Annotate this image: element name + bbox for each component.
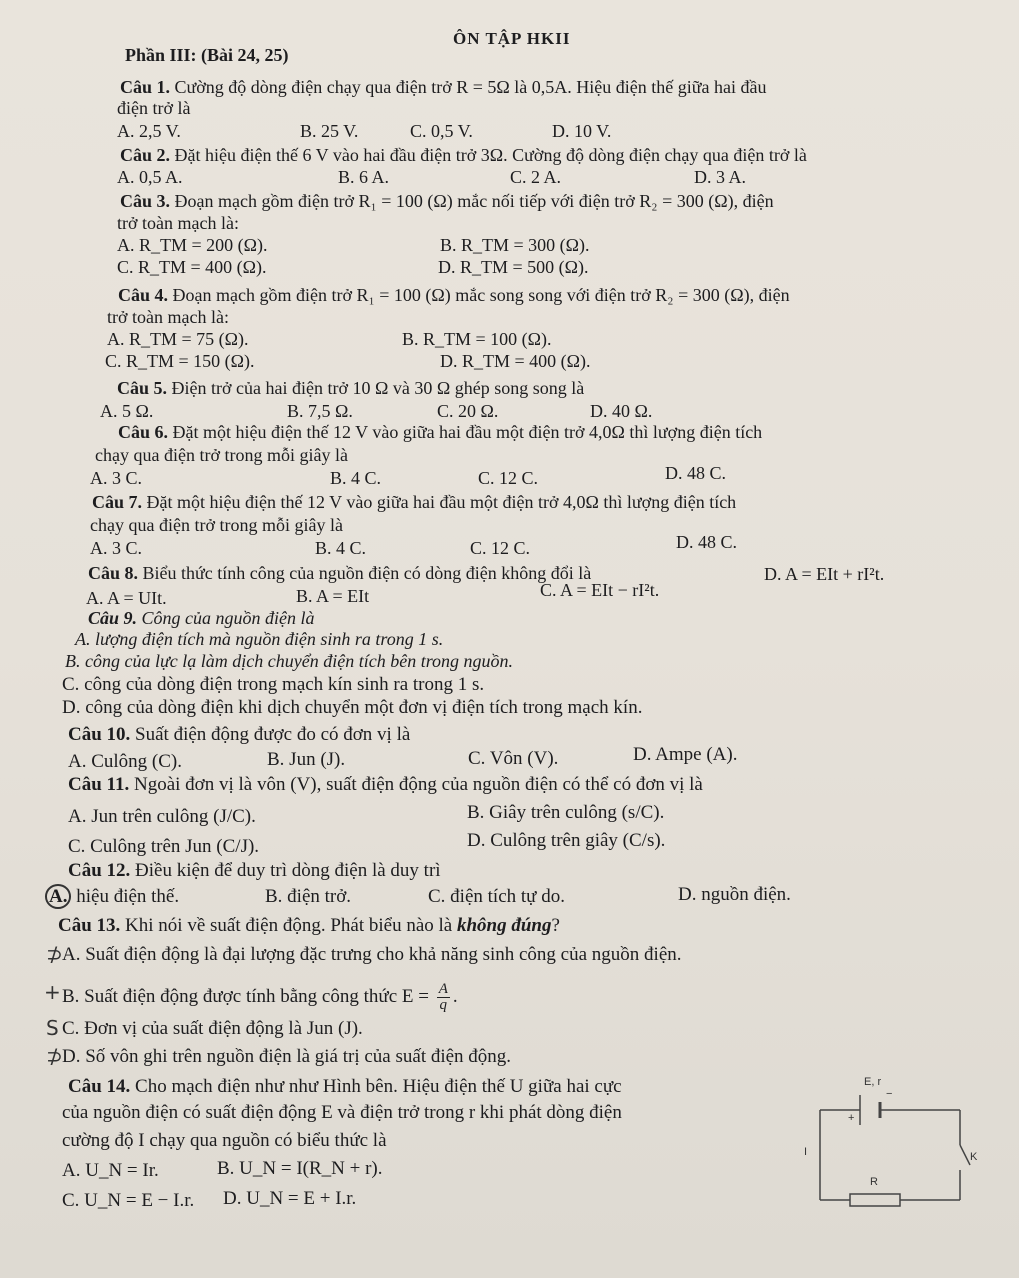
question-8 bbox=[88, 562, 591, 584]
question-label: Câu 9. bbox=[88, 608, 138, 628]
question-text: Đặt một hiệu điện thế 12 V vào giữa hai đầu một điện trở 4,0Ω thì lượng điện tích bbox=[172, 422, 763, 442]
option-a: A. 0,5 A. bbox=[117, 167, 183, 187]
option-d: D. 10 V. bbox=[552, 121, 612, 141]
label-minus: − bbox=[886, 1088, 893, 1100]
label-i: I bbox=[804, 1146, 808, 1158]
question-label: Câu 10. bbox=[68, 724, 131, 745]
label-k: K bbox=[970, 1151, 978, 1163]
question-text: Ngoài đơn vị là vôn (V), suất điện động của nguồn điện có thể có đơn vị là bbox=[134, 774, 703, 795]
question-10 bbox=[68, 724, 410, 746]
emphasis-text: không đúng bbox=[456, 915, 552, 936]
question-label: Câu 3. bbox=[120, 191, 171, 211]
selected-answer-circle: A. bbox=[45, 884, 71, 909]
option-c: C. điện tích tự do. bbox=[428, 886, 565, 907]
question-label: Câu 1. bbox=[120, 77, 171, 97]
question-1-cont: điện trở là bbox=[117, 98, 191, 118]
option-d: D. U_N = E + I.r. bbox=[223, 1188, 357, 1209]
option-d: D. nguồn điện. bbox=[678, 884, 791, 905]
option-a: A. lượng điện tích mà nguồn điện sinh ra trong 1 s. bbox=[75, 629, 444, 649]
handwritten-mark: S bbox=[46, 1016, 59, 1040]
option-a: A. Culông (C). bbox=[68, 751, 182, 772]
question-text: Đặt hiệu điện thế 6 V vào hai đầu điện trở 3Ω. Cường độ dòng điện chạy qua điện trở là bbox=[174, 145, 807, 165]
label-plus: + bbox=[848, 1112, 855, 1124]
option-a: A. U_N = Ir. bbox=[62, 1160, 159, 1181]
option-a: A. Jun trên culông (J/C). bbox=[68, 806, 256, 827]
option-b: B. 25 V. bbox=[300, 121, 359, 141]
option-c: C. 2 A. bbox=[510, 167, 562, 187]
question-text: Điện trở của hai điện trở 10 Ω và 30 Ω ghép song song là bbox=[171, 378, 585, 398]
question-9 bbox=[88, 607, 315, 629]
question-text: Đoạn mạch gồm điện trở R₁ = 100 (Ω) mắc song song với điện trở R₂ = 300 (Ω), điện bbox=[172, 285, 790, 305]
option-c: C. 20 Ω. bbox=[437, 401, 499, 421]
option-d: D. 40 Ω. bbox=[590, 401, 653, 421]
handwritten-mark: ⊅ bbox=[46, 942, 63, 966]
option-d: D. 48 C. bbox=[676, 532, 738, 552]
option-a: A. 5 Ω. bbox=[100, 401, 154, 421]
question-13: Câu 13. Khi nói về suất điện động. Phát biểu nào là không đúng? bbox=[58, 915, 560, 936]
handwritten-mark: ⊅ bbox=[46, 1044, 63, 1068]
option-b: B. 4 C. bbox=[315, 538, 367, 558]
option-c: C. 12 C. bbox=[470, 538, 531, 558]
page-title: ÔN TẬP HKII bbox=[453, 29, 571, 48]
option-d: D. A = EIt + rI²t. bbox=[764, 564, 885, 584]
option-c: C. A = EIt − rI²t. bbox=[540, 580, 660, 600]
question-label: Câu 2. bbox=[120, 145, 171, 165]
option-b: B. U_N = I(R_N + r). bbox=[217, 1158, 383, 1179]
switch-k bbox=[960, 1145, 970, 1165]
option-a: A. R_TM = 75 (Ω). bbox=[107, 329, 249, 349]
section-heading: Phần III: (Bài 24, 25) bbox=[125, 45, 289, 65]
question-label: Câu 12. bbox=[68, 860, 131, 881]
question-text: Cho mạch điện như như Hình bên. Hiệu điện thế U giữa hai cực bbox=[135, 1076, 622, 1097]
option-a: A. hiệu điện thế. bbox=[45, 886, 179, 908]
option-b: B. Giây trên culông (s/C). bbox=[467, 802, 665, 823]
option-b: B. 7,5 Ω. bbox=[287, 401, 353, 421]
question-label: Câu 13. bbox=[58, 915, 121, 936]
question-11 bbox=[68, 774, 703, 796]
question-2 bbox=[120, 144, 807, 166]
option-b: B. 6 A. bbox=[338, 167, 390, 187]
label-r: R bbox=[870, 1176, 878, 1188]
option-a: A. Suất điện động là đại lượng đặc trưng cho khả năng sinh công của nguồn điện. bbox=[62, 944, 682, 965]
question-label: Câu 8. bbox=[88, 563, 139, 583]
circuit-diagram bbox=[790, 1065, 990, 1215]
question-label: Câu 4. bbox=[118, 285, 169, 305]
option-c: C. 12 C. bbox=[478, 468, 539, 488]
option-b: B. điện trở. bbox=[265, 886, 352, 907]
option-c: C. công của dòng điện trong mạch kín sinh ra trong 1 s. bbox=[62, 674, 485, 695]
question-3-cont: trở toàn mạch là: bbox=[117, 213, 239, 233]
question-text: Công của nguồn điện là bbox=[141, 608, 315, 628]
question-text: Cường độ dòng điện chạy qua điện trở R = 5Ω là 0,5A. Hiệu điện thế giữa hai đầu bbox=[174, 77, 767, 97]
question-label: Câu 14. bbox=[68, 1076, 131, 1097]
option-c: C. U_N = E − I.r. bbox=[62, 1190, 195, 1211]
option-d: D. Culông trên giây (C/s). bbox=[467, 830, 666, 851]
question-label: Câu 5. bbox=[117, 378, 168, 398]
question-12 bbox=[68, 860, 441, 882]
option-d: D. 48 C. bbox=[665, 463, 727, 483]
option-b: B. R_TM = 100 (Ω). bbox=[402, 329, 552, 349]
option-b: B. Jun (J). bbox=[267, 749, 346, 770]
option-c: C. 0,5 V. bbox=[410, 121, 473, 141]
question-7 bbox=[92, 491, 736, 513]
question-3 bbox=[120, 190, 774, 212]
question-1 bbox=[120, 76, 766, 98]
handwritten-mark: + bbox=[44, 980, 61, 1004]
question-4 bbox=[118, 284, 790, 306]
question-text: Đoạn mạch gồm điện trở R₁ = 100 (Ω) mắc nối tiếp với điện trở R₂ = 300 (Ω), điện bbox=[174, 191, 774, 211]
option-c: C. Vôn (V). bbox=[468, 748, 559, 769]
question-label: Câu 11. bbox=[68, 774, 130, 795]
option-c: C. R_TM = 400 (Ω). bbox=[117, 257, 267, 277]
question-label: Câu 6. bbox=[118, 422, 169, 442]
question-text: Biểu thức tính công của nguồn điện có dòng điện không đổi là bbox=[142, 563, 592, 583]
option-b: B. R_TM = 300 (Ω). bbox=[440, 235, 590, 255]
option-d: D. Ampe (A). bbox=[633, 744, 738, 765]
question-7-cont: chạy qua điện trở trong mỗi giây là bbox=[90, 515, 343, 535]
question-14-cont2: cường độ I chạy qua nguồn có biểu thức là bbox=[62, 1130, 387, 1151]
option-c: C. Culông trên Jun (C/J). bbox=[68, 836, 260, 857]
question-text: Suất điện động được đo có đơn vị là bbox=[135, 724, 411, 745]
option-b: B. A = EIt bbox=[296, 586, 370, 606]
question-5 bbox=[117, 377, 584, 399]
option-d: D. 3 A. bbox=[694, 167, 747, 187]
question-6-cont: chạy qua điện trở trong mỗi giây là bbox=[95, 445, 348, 465]
question-14-cont: của nguồn điện có suất điện động E và điện trở trong r khi phát dòng điện bbox=[62, 1102, 622, 1123]
question-4-cont: trở toàn mạch là: bbox=[107, 307, 229, 327]
option-b: B. công của lực lạ làm dịch chuyển điện tích bên trong nguồn. bbox=[65, 651, 514, 671]
option-a: A. 3 C. bbox=[90, 468, 143, 488]
option-a: A. 3 C. bbox=[90, 538, 143, 558]
question-text: Điều kiện để duy trì dòng điện là duy trì bbox=[135, 860, 441, 881]
option-a: A. 2,5 V. bbox=[117, 121, 181, 141]
option-d: D. Số vôn ghi trên nguồn điện là giá trị của suất điện động. bbox=[62, 1046, 512, 1067]
option-c: C. Đơn vị của suất điện động là Jun (J). bbox=[62, 1018, 363, 1039]
option-c: C. R_TM = 150 (Ω). bbox=[105, 351, 255, 371]
option-d: D. R_TM = 400 (Ω). bbox=[440, 351, 591, 371]
option-a: A. R_TM = 200 (Ω). bbox=[117, 235, 268, 255]
option-d: D. công của dòng điện khi dịch chuyển một đơn vị điện tích trong mạch kín. bbox=[62, 697, 643, 718]
option-a: A. A = UIt. bbox=[86, 588, 167, 608]
fraction: $\frac{A}{q}$ bbox=[438, 981, 448, 1013]
question-label: Câu 7. bbox=[92, 492, 143, 512]
option-d: D. R_TM = 500 (Ω). bbox=[438, 257, 589, 277]
label-er: E, r bbox=[864, 1076, 882, 1088]
question-14 bbox=[68, 1076, 622, 1098]
option-b: B. 4 C. bbox=[330, 468, 382, 488]
question-6 bbox=[118, 421, 762, 443]
resistor-r bbox=[850, 1194, 900, 1206]
option-b: B. Suất điện động được tính bằng công thức E = $\frac{A}{q}$ . bbox=[62, 981, 458, 1013]
question-text: Đặt một hiệu điện thế 12 V vào giữa hai đầu một điện trở 4,0Ω thì lượng điện tích bbox=[146, 492, 737, 512]
question-text: Khi nói về suất điện động. Phát biểu nào là bbox=[125, 915, 453, 936]
